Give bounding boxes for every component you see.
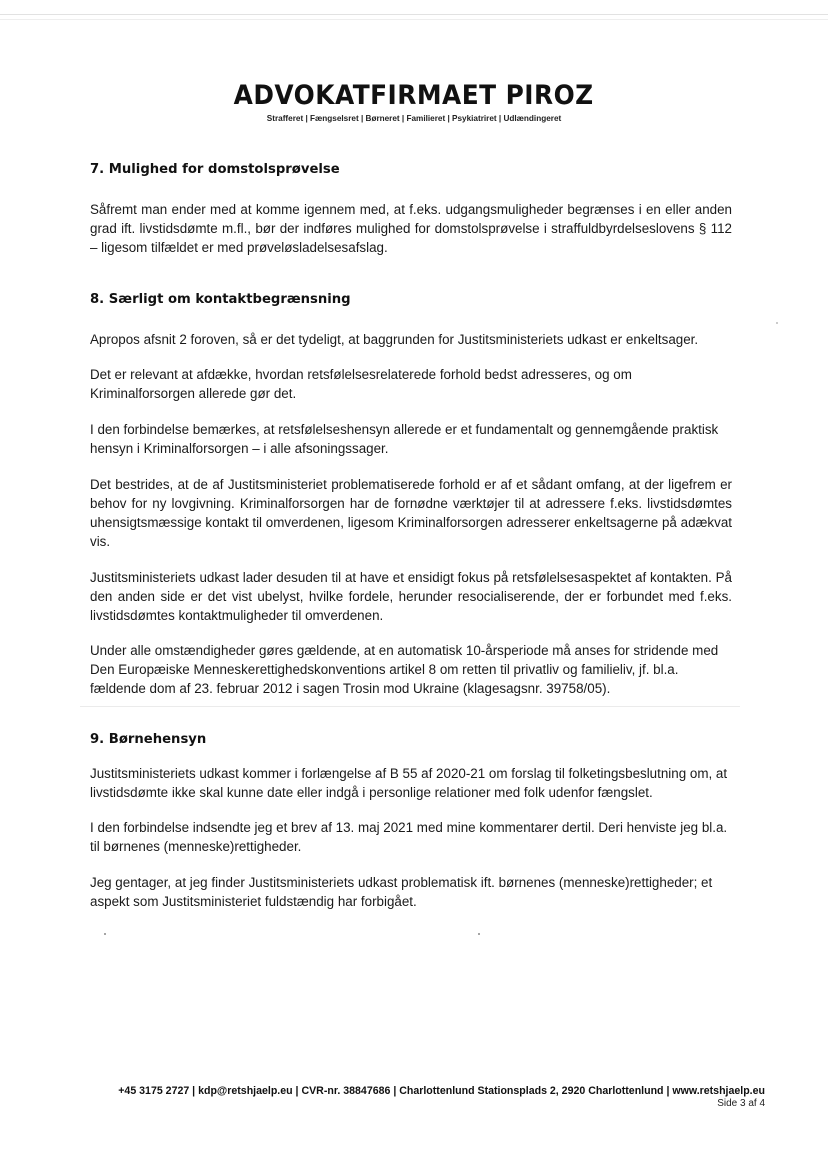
paragraph: I den forbindelse bemærkes, at retsfølelseshensyn allerede er et fundamentalt og gennemgående praktisk hensyn i Kriminalforsorgen – i alle afsoningssager. (90, 422, 719, 456)
letterhead (0, 80, 828, 123)
footer (50, 1085, 765, 1109)
footer-contact: +45 3175 2727 | kdp@retshjaelp.eu | CVR-nr. 38847686 | Charlottenlund Stationsplads 2, 2920 Charlottenlund | www.retshjaelp.eu (118, 1085, 765, 1097)
scan-line (0, 19, 828, 20)
paragraph: I den forbindelse indsendte jeg et brev af 13. maj 2021 med mine kommentarer dertil. Deri henviste jeg bl.a. til børnenes (menneske)rettigheder. (90, 820, 728, 854)
section-heading: 9. Børnehensyn (90, 732, 207, 747)
paragraph: Justitsministeriets udkast kommer i forlængelse af B 55 af 2020-21 om forslag til folketingsbeslutning om, at livstidsdømte ikke skal kunne date eller indgå i personlige relationer med folk udenfor fængslet. (90, 766, 728, 800)
paragraph: Såfremt man ender med at komme igennem med, at f.eks. udgangsmuligheder begrænses i en eller anden grad ift. livstidsdømte m.fl., bør der indføres mulighed for domstolsprøvelse i straffuldbyrdelseslovens § 112 – ligesom tilfældet er med prøveløsladelsesafslag. (90, 202, 732, 255)
scan-speck (478, 933, 480, 935)
paragraph: Jeg gentager, at jeg finder Justitsministeriets udkast problematisk ift. børnenes (menneske)rettigheder; et aspekt som Justitsministeriet fuldstændig har forbigået. (90, 875, 713, 909)
scan-speck (104, 933, 106, 935)
scan-speck (776, 322, 778, 324)
paragraph: Apropos afsnit 2 foroven, så er det tydeligt, at baggrunden for Justitsministeriets udkast er enkeltsager. (90, 332, 699, 347)
section-heading: 7. Mulighed for domstolsprøvelse (90, 162, 340, 177)
paragraph: Det er relevant at afdække, hvordan retsfølelsesrelaterede forhold bedst adresseres, og om Kriminalforsorgen allerede gør det. (90, 367, 632, 401)
scan-line (0, 14, 828, 15)
paragraph: Det bestrides, at de af Justitsministeriet problematiserede forhold er af et sådant omfang, at der ligefrem er behov for ny lovgivning. Kriminalforsorgen har de fornødne værktøjer til at adressere f.eks. livstidsdømtes uhensigtsmæssige kontakt til omverdenen, ligesom Kriminalforsorgen adresserer enkeltsagerne på adækvat vis. (90, 477, 732, 549)
letter-body (90, 162, 732, 911)
practice-areas: Strafferet | Fængselsret | Børneret | Familieret | Psykiatriret | Udlændingeret (266, 114, 562, 123)
paragraph: Under alle omstændigheder gøres gældende, at en automatisk 10-årsperiode må anses for stridende med Den Europæiske Menneskerettighedskonventions artikel 8 om retten til privatliv og familieliv, jf. bl.a. fældende dom af 23. februar 2012 i sagen Trosin mod Ukraine (klagesagsnr. 39758/05). (90, 643, 719, 696)
firm-name: ADVOKATFIRMAET PIROZ (233, 80, 594, 111)
page-number: Side 3 af 4 (717, 1098, 765, 1109)
section-heading: 8. Særligt om kontaktbegrænsning (90, 292, 351, 307)
paragraph: Justitsministeriets udkast lader desuden til at have et ensidigt fokus på retsfølelsesaspektet af kontakten. På den anden side er det vist ubelyst, hvilke fordele, herunder resocialiserende, der er forbundet med f.eks. livstidsdømtes kontaktmuligheder til omverdenen. (90, 570, 732, 623)
